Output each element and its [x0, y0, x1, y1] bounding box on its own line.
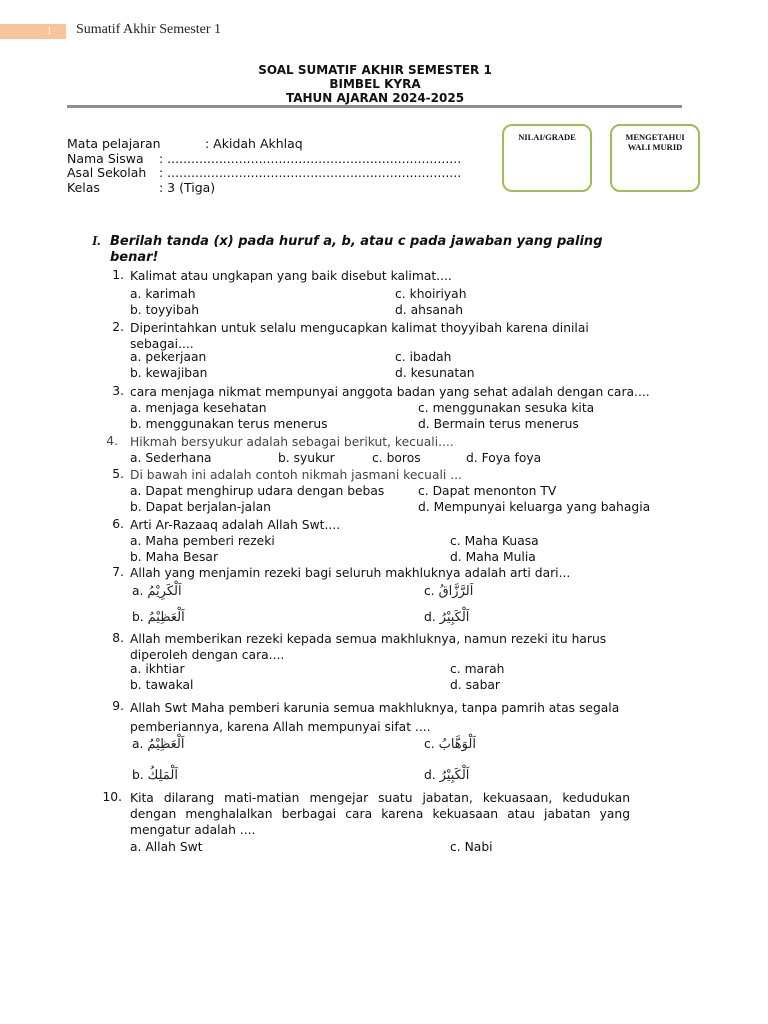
sekolah-field[interactable]: : .......................................................................... — [159, 165, 462, 181]
option-d[interactable]: d. Mempunyai keluarga yang bahagia — [418, 500, 651, 514]
mapel-label: Mata pelajaran — [67, 136, 161, 151]
arabic-text: اَلْوَهَّابُ — [438, 737, 476, 752]
grade-box[interactable] — [502, 124, 592, 192]
option-d[interactable]: d. Bermain terus menerus — [418, 417, 579, 431]
question-text: Di bawah ini adalah contoh nikmah jasmani kecuali ... — [130, 468, 462, 482]
option-a[interactable]: a. karimah — [130, 287, 196, 301]
option-letter: a. — [132, 737, 144, 751]
question-text: cara menjaga nikmat mempunyai anggota badan yang sehat adalah dengan cara.... — [130, 385, 650, 399]
option-a[interactable] — [132, 584, 182, 599]
option-c[interactable] — [424, 584, 473, 599]
question-number: 6. — [112, 517, 124, 531]
option-b[interactable]: b. Dapat berjalan-jalan — [130, 500, 271, 514]
section-instruction — [92, 234, 612, 266]
nama-label: Nama Siswa — [67, 150, 144, 166]
option-d[interactable]: d. kesunatan — [395, 366, 475, 380]
wali-murid-box[interactable] — [610, 124, 700, 192]
heading-line-2: BIMBEL KYRA — [329, 77, 421, 91]
question-number: 3. — [112, 384, 124, 398]
option-letter: d. — [424, 768, 436, 782]
mapel-value: : Akidah Akhlaq — [205, 136, 303, 151]
option-c[interactable]: c. khoiriyah — [395, 287, 467, 301]
heading-divider — [67, 105, 682, 108]
option-b[interactable]: b. menggunakan terus menerus — [130, 417, 328, 431]
option-b[interactable] — [132, 610, 185, 625]
option-d[interactable]: d. sabar — [450, 678, 500, 692]
arabic-text: اَلْكَبِيْرُ — [439, 768, 470, 783]
arabic-text: اَلْعَظِيْمُ — [147, 737, 185, 752]
option-b[interactable]: b. kewajiban — [130, 366, 208, 380]
page-header-title: Sumatif Akhir Semester 1 — [76, 22, 222, 37]
heading-line-3: TAHUN AJARAN 2024-2025 — [285, 91, 465, 105]
option-d[interactable] — [424, 768, 469, 783]
question-text: Arti Ar-Razaaq adalah Allah Swt.... — [130, 518, 341, 532]
question-number: 5. — [112, 467, 124, 481]
option-b[interactable]: b. toyyibah — [130, 303, 200, 317]
option-a[interactable]: a. pekerjaan — [130, 350, 207, 364]
question-text: Hikmah bersyukur adalah sebagai berikut, kecuali.... — [130, 435, 454, 449]
option-c[interactable]: c. ibadah — [395, 350, 452, 364]
option-a[interactable]: a. Sederhana — [130, 451, 212, 465]
question-number: 8. — [112, 631, 124, 645]
question-text: Kalimat atau ungkapan yang baik disebut kalimat.... — [130, 269, 452, 283]
grade-box-label: NILAI/GRADE — [518, 132, 576, 142]
option-a[interactable] — [132, 737, 184, 752]
option-c[interactable]: c. boros — [372, 451, 421, 465]
question-number: 1. — [112, 268, 124, 282]
question-number: 10. — [102, 790, 122, 804]
option-letter: b. — [132, 768, 144, 782]
option-a[interactable]: a. Allah Swt — [130, 840, 203, 854]
question-number: 7. — [112, 565, 124, 579]
nama-field[interactable]: : .......................................................................... — [159, 150, 462, 166]
option-c[interactable]: c. Maha Kuasa — [450, 534, 539, 548]
wali-box-line-2: WALI MURID — [627, 142, 683, 152]
option-c[interactable]: c. Nabi — [450, 840, 493, 854]
heading-line-1: SOAL SUMATIF AKHIR SEMESTER 1 — [258, 63, 492, 77]
question-number: 4. — [106, 434, 118, 448]
section-numeral: I. — [92, 234, 101, 249]
arabic-text: اَلْكَرِيْمُ — [147, 584, 182, 599]
option-c[interactable] — [424, 737, 476, 752]
option-c[interactable]: c. marah — [450, 662, 505, 676]
option-a[interactable]: a. ikhtiar — [130, 662, 185, 676]
option-a[interactable]: a. menjaga kesehatan — [130, 401, 267, 415]
option-letter: d. — [424, 610, 436, 624]
option-a[interactable]: a. Dapat menghirup udara dengan bebas — [130, 484, 385, 498]
document-heading — [0, 63, 750, 105]
section-instruction-text: Berilah tanda (x) pada huruf a, b, atau c pada jawaban yang paling benar! — [110, 234, 603, 265]
arabic-text: اَلْعَظِيْمُ — [147, 610, 185, 625]
option-b[interactable]: b. tawakal — [130, 678, 194, 692]
option-c[interactable]: c. Dapat menonton TV — [418, 484, 557, 498]
sekolah-label: Asal Sekolah — [67, 165, 147, 181]
question-text: Diperintahkan untuk selalu mengucapkan kalimat thoyyibah karena dinilai sebagai.... — [130, 321, 589, 351]
option-d[interactable]: d. Foya foya — [466, 451, 542, 465]
option-letter: a. — [132, 584, 144, 598]
wali-box-line-1: MENGETAHUI — [625, 132, 685, 142]
question-text: Allah Swt Maha pemberi karunia semua makhluknya, tanpa pamrih atas segala pemberiannya, karena Allah mempunyai sifat .... — [130, 701, 620, 734]
option-b[interactable] — [132, 768, 178, 783]
option-d[interactable]: d. ahsanah — [395, 303, 464, 317]
arabic-text: اَلْكَبِيْرُ — [439, 610, 470, 625]
question-number: 2. — [112, 320, 124, 334]
question-text: Kita dilarang mati-matian mengejar suatu jabatan, kekuasaan, kedudukan dengan menghalalkan berbagai cara karena kekuasaan atau jabatan yang mengatur adalah .... — [130, 791, 630, 837]
option-c[interactable]: c. menggunakan sesuka kita — [418, 401, 595, 415]
option-letter: b. — [132, 610, 144, 624]
option-b[interactable]: b. Maha Besar — [130, 550, 219, 564]
option-d[interactable] — [424, 610, 469, 625]
option-d[interactable]: d. Maha Mulia — [450, 550, 536, 564]
option-letter: c. — [424, 737, 435, 751]
question-text: Allah yang menjamin rezeki bagi seluruh makhluknya adalah arti dari... — [130, 566, 571, 580]
arabic-text: اَلْمَلِكُ — [147, 768, 178, 783]
option-a[interactable]: a. Maha pemberi rezeki — [130, 534, 275, 548]
page-number: 1 — [0, 24, 66, 39]
question-text: Allah memberikan rezeki kepada semua makhluknya, namun rezeki itu harus diperoleh dengan cara.... — [130, 632, 607, 662]
kelas-value: : 3 (Tiga) — [159, 180, 216, 196]
kelas-label: Kelas — [67, 180, 100, 196]
option-letter: c. — [424, 584, 435, 598]
question-number: 9. — [112, 699, 124, 713]
arabic-text: اَلرَّزَّاقُ — [438, 584, 474, 599]
option-b[interactable]: b. syukur — [278, 451, 335, 465]
